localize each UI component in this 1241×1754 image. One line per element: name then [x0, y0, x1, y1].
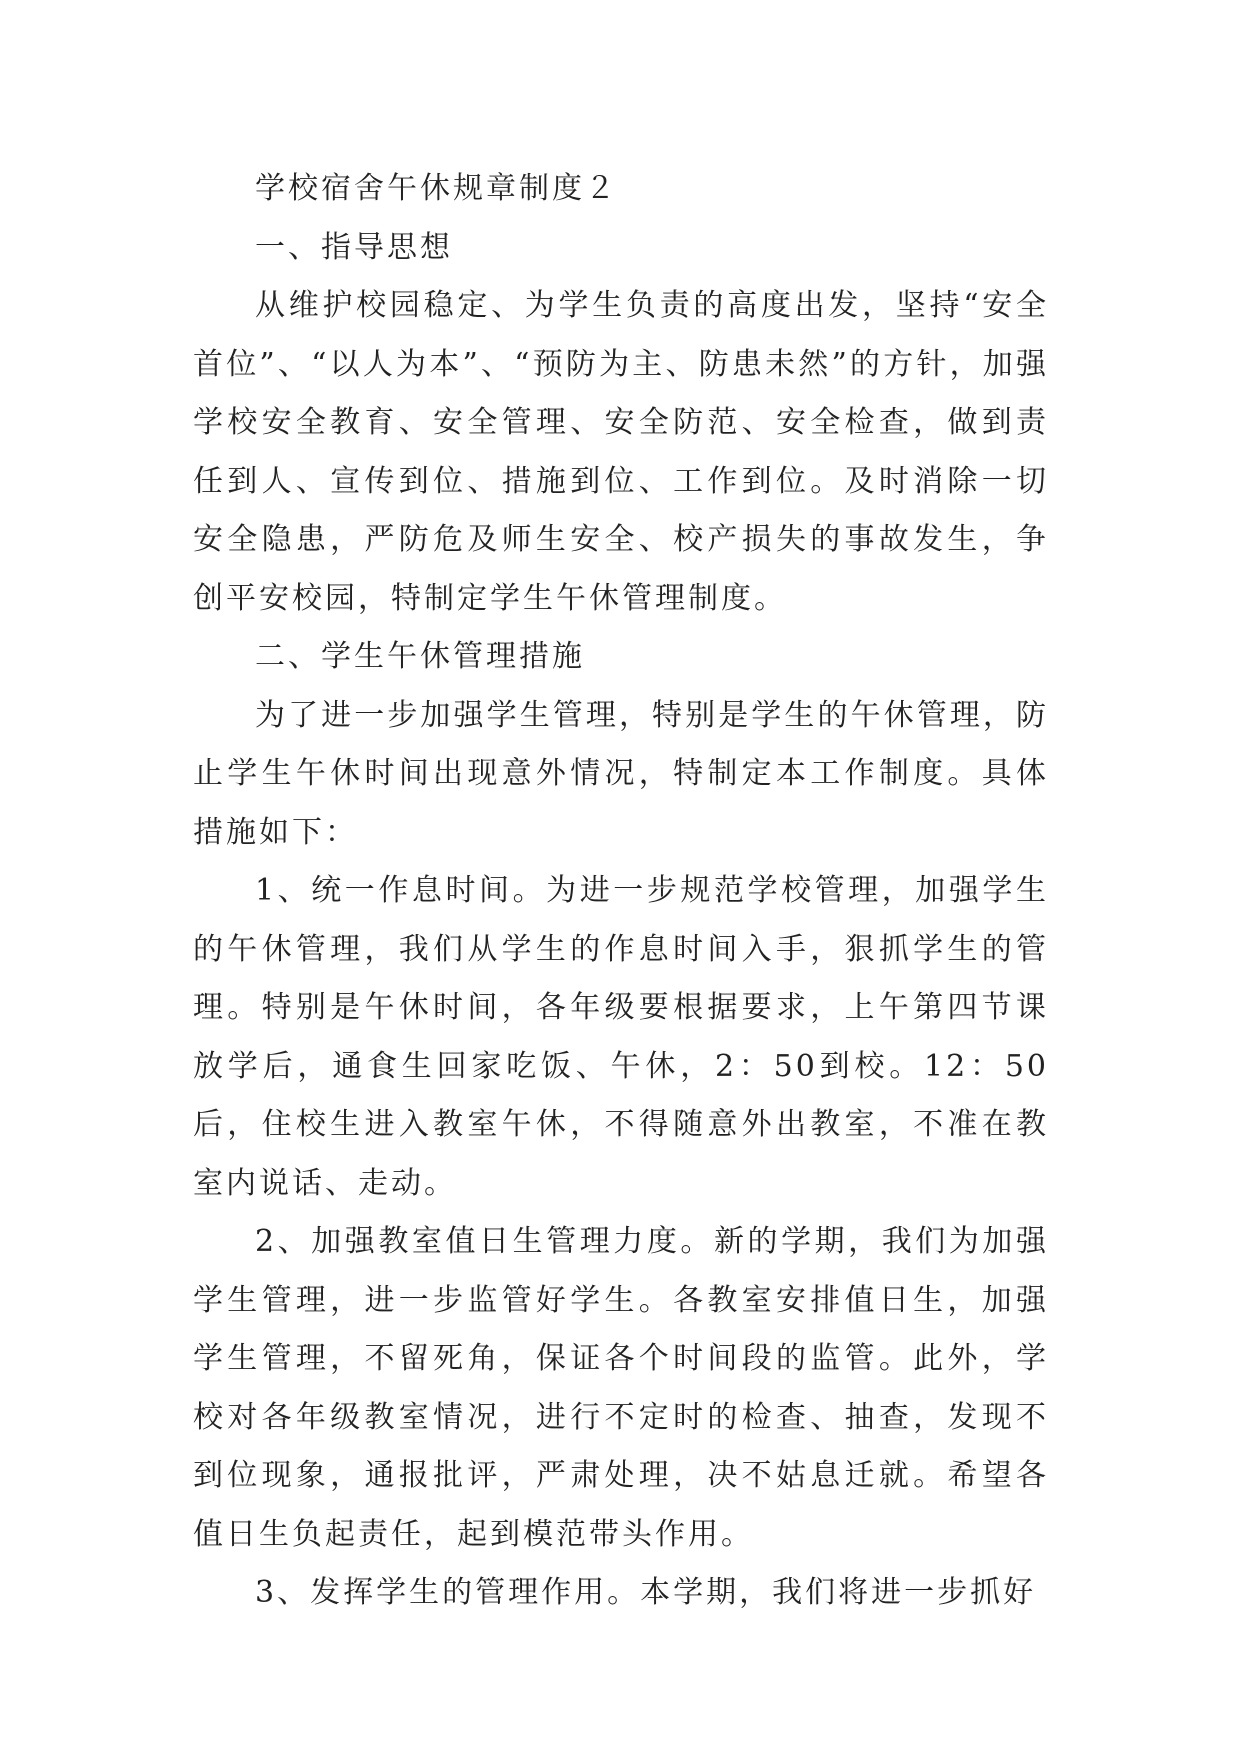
document-title: 学校宿舍午休规章制度２: [255, 171, 618, 206]
paragraph-measures-intro: 为了进一步加强学生管理，特别是学生的午休管理，防止学生午休时间出现意外情况，特制定本工作制度。具体措施如下：: [193, 697, 1049, 850]
paragraph-measure-2: 2、加强教室值日生管理力度。新的学期，我们为加强学生管理，进一步监管好学生。各教室安排值日生，加强学生管理，不留死角，保证各个时间段的监管。此外，学校对各年级教室情况，进行不定时的检查、抽查，发现不到位现象，通报批评，严肃处理，决不姑息迁就。希望各值日生负起责任，起到模范带头作用。: [193, 1224, 1049, 1552]
document-body: [193, 160, 1049, 1623]
section-heading-management-measures: 二、学生午休管理措施: [255, 639, 585, 674]
section-heading-guiding-ideology: 一、指导思想: [255, 229, 453, 265]
paragraph-measure-3: 3、发挥学生的管理作用。本学期，我们将进一步抓好: [255, 1575, 1037, 1610]
paragraph-guiding-ideology: 从维护校园稳定、为学生负责的高度出发，坚持“安全首位”、“以人为本”、“预防为主、防患未然”的方针，加强学校安全教育、安全管理、安全防范、安全检查，做到责任到人、宣传到位、措施到位、工作到位。及时消除一切安全隐患，严防危及师生安全、校产损失的事故发生，争创平安校园，特制定学生午休管理制度。: [193, 288, 1049, 616]
paragraph-measure-1: 1、统一作息时间。为进一步规范学校管理，加强学生的午休管理，我们从学生的作息时间入手，狠抓学生的管理。特别是午休时间，各年级要根据要求，上午第四节课放学后，通食生回家吃饭、午休，2：50到校。12：50后，住校生进入教室午休，不得随意外出教室，不准在教室内说话、走动。: [193, 873, 1049, 1201]
